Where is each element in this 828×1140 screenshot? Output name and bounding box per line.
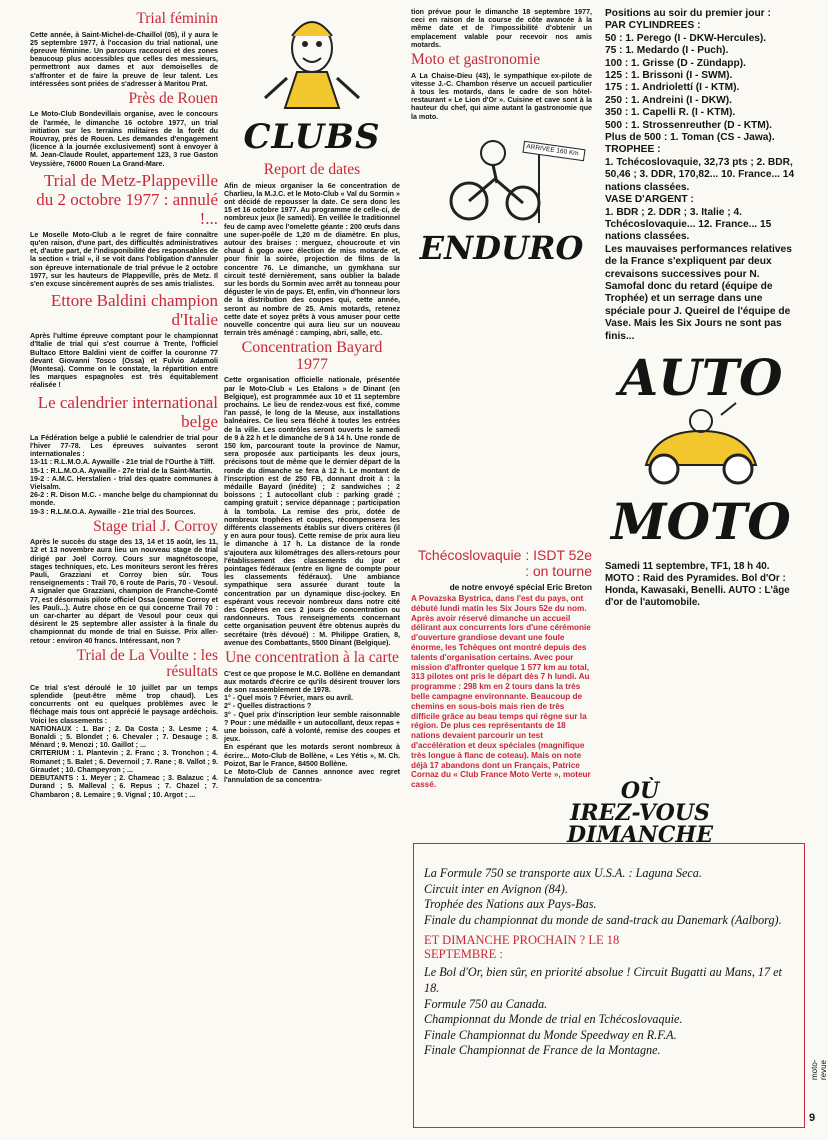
article-isdt: A Povazska Bystrica, dans l'est du pays, ont débuté lundi matin les Six Jours 52e du nom. Après avoir réservé dimanche un accueil délirant aux concurrents lors d'une cérémonie d'ouverture grandiose devant une foule énorme, les Tchèques ont montré depuis des talents d'organisation certains. Avec pour mission d'affronter quelque 1 577 km au total, 313 pilotes ont pris le départ dès 7 h lundi. Au programme : 298 km en 2 tours dans la très belle campagne environnante. Beaucoup de chemins en sous-bois mais rien de très difficile grâce au beau temps qui règne sur la région. De plus ces représentants de 18 nations devaient parcourir un test d'accélération et deux spéciales (magnifique très longue à flanc de coteau). Mais on note déjà 17 abandons dont un Français, Patrice Cornaz du « Club France Moto Verte », moteur cassé. [411,594,591,790]
event-line: Finale du championnat du monde de sand-track au Danemark (Aalborg). [424,912,782,927]
position-line: TROPHEE : [605,144,661,156]
column-clubs [224,8,400,1133]
position-line: 75 : 1. Medardo (I - Puch). [605,45,729,57]
article-baldini: Après l'ultime épreuve comptant pour le championnat d'Italie de trial qui s'est courrue à Trente, l'officiel Bultaco Ettore Baldini vient de coiffer la couronne 77 devant Giovanni Tosco (Ossa) et Fulvio Adamoli (Montesa). Comme on le constate, la répartition entre les marques espagnoles est très équitablement réalisée ! [30,332,218,390]
page-number: 9 [809,1112,816,1124]
position-line: Les mauvaises performances relatives de la France s'expliquent par deux crevaisons successives pour N. Samofal donc du retard (équipe de Trophée) et un serrage dans une spéciale pour J. Queirel de l'équipe de Vase. Mais les Six Jours ne sont pas finis... [605,243,792,342]
event-line: Finale Championnat de France de la Montagne. [424,1043,661,1058]
next-sunday-list [424,965,794,1059]
position-line: 50 : 1. Perego (I - DKW-Hercules). [605,32,767,44]
article-pres-de-rouen: Le Moto-Club Bondevillais organise, avec le concours de l'armée, le dimanche 16 octobre 1977, un trial initiation sur les terrains militaires de la forêt du Rouvray, près de Rouen. Les demandes d'engagement (licence à la journée exclusivement) sont à envoyer à M. Jean-Claude Roulet, appartement 123, 3 rue Gaston Veyssière, 76000 Rouen La Grand-Mare. [30,110,218,168]
event-line: Circuit inter en Avignon (84). [424,881,568,896]
position-line: 175 : 1. Andriolettí (I - KTM). [605,82,740,94]
isdt-positions [605,8,797,343]
article-carte: C'est ce que propose le M.C. Bollène en demandant aux motards d'écrire ce qu'ils désirent trouver lors de son rassemblement de 1978. 1° - Quel mois ? Février, mars ou avril. 2° - Quelles distractions ? 3° - Quel prix d'inscription leur semble raisonnable ? Pour : une médaille + un autocollant, deux repas + une boisson, café à volonté, remise des coupes et jeux. En espérant que les motards seront nombreux à écrire... Moto-Club de Bollène, « Les Yétis », M. Ch. Poizot, Bar le France, 84500 Bollène. Le Moto-Club de Cannes annonce avec regret l'annulation de sa concentra- [224,669,400,785]
dimanche-logo: OÙ IREZ-VOUS DIMANCHE [567,778,713,848]
heading-trial-feminin: Trial féminin [136,10,218,27]
event-line: Finale Championnat du Monde Speedway en R.F.A. [424,1027,677,1042]
column-trial [30,8,218,1133]
position-line: 1. BDR ; 2. DDR ; 3. Italie ; 4. Tchécoslovaquie... 12. France... 15 nations classées. [605,206,772,243]
position-line: Positions au soir du premier jour : [605,8,771,19]
next-sunday-heading: ET DIMANCHE PROCHAIN ? LE 18 SEPTEMBRE : [424,933,620,962]
clubs-logo: CLUBS [243,117,381,157]
heading-metz: Trial de Metz-Plappeville du 2 octobre 1977 : annulé !... [36,170,218,228]
heading-calendrier: Le calendrier international belge [37,392,218,431]
auto-moto-drawing [626,403,776,497]
event-line: Championnat du Monde de trial en Tchécoslovaquie. [424,1012,683,1027]
event-line: Trophée des Nations aux Pays-Bas. [424,897,597,912]
position-line: VASE D'ARGENT : [605,194,694,206]
position-line: 500 : 1. Strossenreuther (D - KTM). [605,119,772,131]
enduro-drawing [411,123,592,231]
this-sunday-list [424,866,794,928]
position-line: PAR CYLINDREES : [605,20,701,32]
isdt-byline: de notre envoyé spécial Eric Breton [449,582,592,592]
moto-logo: MOTO [611,491,791,551]
heading-corroy: Stage trial J. Corroy [93,517,218,535]
event-line: Le Bol d'Or, bien sûr, en priorité absolue ! Circuit Bugatti au Mans, 17 et 18. [424,965,782,995]
auto-logo: AUTO [619,347,783,407]
event-line: La Formule 750 se transporte aux U.S.A. : Laguna Seca. [424,866,702,880]
column-enduro [411,8,592,528]
event-line: Formule 750 au Canada. [424,996,548,1011]
article-calendrier: La Fédération belge a publié le calendrier de trial pour l'hiver 77-78. Les épreuves suivantes seront internationales : 13-11 : R.L.M.O.A. Aywaille - 21e trial de l'Ourthe à Tilff. 15-1 : R.L.M.O.A. Aywaille - 27e trial de la Saint-Martin. 19-2 : A.M.C. Herstalien - trial des quatre communes à Vielsalm. 26-2 : R. Dison M.C. - manche belge du championnat du monde. 19-3 : R.L.M.O.A. Aywaille - 21e trial des Sources. [30,433,218,516]
position-line: 350 : 1. Capelli R. (I - KTM). [605,107,736,119]
heading-baldini: Ettore Baldini champion d'Italie [50,291,218,330]
article-bayard: Cette organisation officielle nationale, présentée par le Moto-Club « Les Etalons » de Dinant (en Belgique), est programmée aux 10 et 11 septembre prochains. Le lieu de rendez-vous est fixé, comme l'an passé, le long de la Meuse, aux installations balnéaires. Ce lieu sera fléché à toutes les entrées de la ville. Les contrôles seront ouverts le samedi de 9 à 22 h et le dimanche de 9 à 14 h. Une ronde de 150 km, parcourant toute la province de Namur, sera proposée aux participants les deux jours, précisons tout de même que le dernier départ de la ronde du dimanche se fera à 12 h. Le montant de l'inscription est de 250 FB, donnant droit à : la médaille Bayard (inédite) ; 2 sandwiches ; 2 boissons ; 1 autocollant club : parking gradé ; camping gratuit ; service dépannage ; participation à la tombola. La remise des prix, dotée de nombreux trophées et coupes, récompensera les différents classements établis sur divers critères (il y en aura pour tous). Cette remise de prix aura lieu le dimanche à 17 h. La distance de la ronde s'ajoutera aux kilométrages des allers-retours pour l'établissement des classements du jour et pointages fédéraux (entre en ligne de compte pour les classements fédéraux). Une ambiance sympathique sera assurée durant toute la concentration par un dynamique disc-jockey. En espérant vous recevoir nombreux dans notre cité des Copères en ces 2 jours de concentration ou randonneurs. Tous renseignements concernant cette organisation peuvent être obtenus auprès du secrétaire (très dévoué) : M. Philippe Gratien, 8, avenue des Combattants, 5500 Dinant (Belgique). [224,376,400,647]
dimanche-box [413,843,805,1128]
tv-listing: Samedi 11 septembre, TF1, 18 h 40. MOTO : Raid des Pyramides. Bol d'Or : Honda, Kawasaki, Benelli. AUTO : L'âge d'or de l'automobile. [605,560,790,608]
heading-report: Report de dates [263,161,361,178]
clubs-drawing [237,8,387,126]
position-line: 1. Tchécoslovaquie, 32,73 pts ; 2. BDR, 50,46 ; 3. DDR, 170,82... 10. France... 14 nations classées. [605,156,795,193]
article-report: Afin de mieux organiser la 6e concentration de Charlieu, la M.J.C. et le Moto-Club « Val du Sormin » ont décidé de repousser la date. Ce sera donc les 15 et 16 octobre 1977. Au programme de celle-ci, de nombreux jeux (le samedi). En veillée le traditionnel feu de camp avec l'omelette géante : 200 œufs dans une super-poêle de 1,20 m de diamètre. En plus, autour des braises : merguez, choucroute et vin chaud à gogo avec élection de miss motarde et, pour finir la soirée, projection de films de la concentre 76. Le dimanche, un gymkhana sur circuit testé dernièrement, sans oublier la balade sur les bords du Sormin avec arrêt au tonneau pour déguster le vin de pays. Et, enfin, vin d'honneur lors de la distribution des coupes qui, cette année, seront au nombre de 25. Amis motards, retenez cette date et soyez prêts à vous amuser pour cette nouvelle concentre qui aura lieu sur un nouveau terrain très aménagé : camping, abri, salle, etc. [224,181,400,338]
position-line: 100 : 1. Grisse (D - Zündapp). [605,57,746,69]
dimanche-header [530,780,750,846]
heading-carte: Une concentration à la carte [225,649,399,667]
heading-bayard: Concentration Bayard 1977 [241,339,383,373]
position-line: 250 : 1. Andreini (I - DKW). [605,94,732,106]
heading-pres-de-rouen: Près de Rouen [128,89,218,107]
heading-isdt: Tchécoslovaquie : ISDT 52e : on tourne [417,547,592,579]
brand-vertical: moto-revue [810,1059,828,1080]
article-metz: Le Moselle Moto-Club a le regret de faire connaître qu'en raison, d'une part, des difficultés administratives et, d'autre part, de l'indisponibilité des responsables de la section « trial », il se voit dans l'obligation d'annuler son épreuve internationale de trial prévue le 2 octobre 1977, sur les hauteurs de Plappeville, près de Metz. Il s'en excuse sincèrement auprès de ses amis trialistes. [30,230,218,289]
position-line: Plus de 500 : 1. Toman (CS - Jawa). [605,132,775,144]
heading-gastro: Moto et gastronomie [411,51,541,69]
position-line: 125 : 1. Brissoni (I - SWM). [605,70,733,82]
article-annulation-cannes: tion prévue pour le dimanche 18 septembre 1977, ceci en raison de la course de côte avancée à la même date et de l'impossibilité d'obtenir un emplacement valable pour recevoir nos amis motards. [411,8,592,49]
arrivee-sign: ARRIVEE 160 Km [522,140,585,161]
enduro-rider-illustration [411,123,591,231]
article-voulte: Ce trial s'est déroulé le 10 juillet par un temps splendide (peut-être même trop chaud). Les concurrents ont eu quelques problèmes avec le fléchage mais tous ont apprécié le paysage ardéchois. Voici les classements : NATIONAUX : 1. Bar ; 2. Da Costa ; 3. Lesme ; 4. Bonaldi ; 5. Blondet ; 6. Chevaler ; 7. Desauge ; 8. Ménard ; 9. Menozi ; 10. Gaillot ; ... CRITERIUM : 1. Plantevin ; 2. Franc ; 3. Tronchon ; 4. Romanet ; 5. Balet ; 6. Devernoil ; 7. Rane ; 8. Vallot ; 9. Giraudet ; 10. Champeyron ; ... DEBUTANTS : 1. Meyer ; 2. Chameac ; 3. Balazuc ; 4. Durand ; 5. Malleval ; 6. Repus ; 7. Chazel ; 7. Chambaron ; 8. Lemaire ; 9. Vignal ; 10. Argot ; ... [30,683,218,799]
article-trial-feminin: Cette année, à Saint-Michel-de-Chaillol (05), il y aura le 25 septembre 1977, à l'occasion du trial national, une épreuve féminine. Un parcours raccourci et des zones beaucoup plus accessibles que celles des messieurs, permettront aux dames et aux demoiselles de s'affronter et de faire la preuve de leur talent. Les intéressées sont priées de s'adresser à Maritou Prat. [30,30,218,88]
article-gastro: A La Chaise-Dieu (43), le sympathique ex-pilote de vitesse J.-C. Chambon réserve un accueil particulier à tous les motards, dans le cadre de son hôtel-restaurant « Le Lion d'Or ». Cuisine et cave sont à la hauteur du chef, qui aime autant la gastronomie que la moto. [411,71,592,121]
heading-voulte: Trial de La Voulte : les résultats [76,646,218,681]
article-corroy: Après le succès du stage des 13, 14 et 15 août, les 11, 12 et 13 novembre aura lieu un nouveau stage de trial dirigé par Joël Corroy. Cours sur magnétoscope, stages techniques, etc. Les moniteurs seront les frères Pauli, Grazziani et Corroy bien sûr. Tous renseignements : Trail 70, 6 route de Paris, 70 - Vesoul. A signaler que Grazziani, champion de Franche-Comté 77, est désormais pilote officiel Ossa (comme Corroy et les Pauli...). Autre chose en ce qui concerne Trail 70 : un car-charter au départ de Vesoul pour ceux qui désirent le 25 septembre aller assister à la finale du championnat du monde de trial en Suisse. Prix aller-retour : environ 40 francs. Intéressant, non ? [30,538,218,645]
enduro-logo: ENDURO [419,228,584,267]
